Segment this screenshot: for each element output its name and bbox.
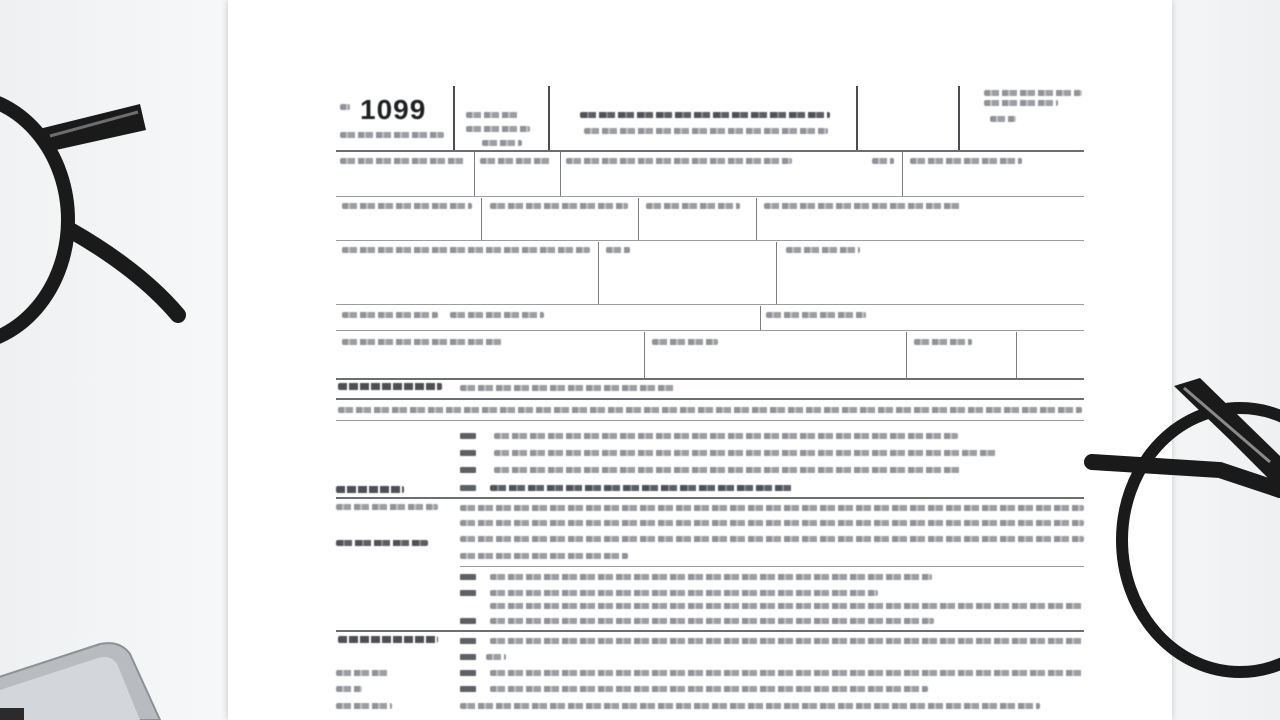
field-label [480, 158, 550, 164]
line-number [460, 450, 476, 456]
line-text [490, 485, 792, 491]
field-divider [902, 152, 903, 196]
form-rule [336, 240, 1084, 241]
field-label [342, 247, 590, 253]
form-rule [336, 150, 1084, 152]
line-text [490, 618, 934, 624]
field-label [566, 158, 792, 164]
form-rule [460, 566, 1084, 567]
line-text [494, 467, 962, 473]
header-divider [958, 86, 960, 150]
omb-year [482, 140, 522, 146]
field-label [910, 158, 1022, 164]
field-label [450, 312, 544, 318]
side-heading [336, 670, 388, 676]
header-divider [453, 86, 455, 150]
corner-label [984, 90, 1082, 96]
omb-number [466, 126, 530, 132]
field-label [652, 339, 718, 345]
line-number [460, 618, 476, 624]
field-label [340, 158, 466, 164]
line-number [460, 574, 476, 580]
field-divider [906, 332, 907, 378]
omb-label [466, 112, 518, 118]
field-label [342, 339, 502, 345]
field-label [764, 203, 962, 209]
line-number [460, 638, 476, 644]
form-title [580, 112, 830, 118]
field-label [342, 203, 472, 209]
line-text [490, 686, 928, 692]
line-text [460, 505, 1084, 511]
side-heading [336, 686, 362, 692]
line-text [490, 603, 1084, 609]
form-rule [336, 304, 1084, 305]
line-number [460, 654, 476, 660]
field-divider [560, 152, 561, 196]
left-eyeglasses [0, 90, 200, 370]
line-text [490, 638, 1084, 644]
calculator-corner [0, 640, 170, 720]
field-label [786, 247, 860, 253]
line-text [486, 654, 506, 660]
form-subtitle [340, 132, 444, 138]
line-number [460, 485, 476, 491]
field-divider [1016, 332, 1017, 378]
field-divider [760, 306, 761, 330]
line-text [494, 450, 998, 456]
field-label [646, 203, 740, 209]
line-number [460, 686, 476, 692]
line-text [460, 536, 1084, 542]
line-text [494, 433, 958, 439]
form-rule [336, 378, 1084, 380]
field-label [766, 312, 866, 318]
line-number [460, 590, 476, 596]
instruction-line [338, 407, 1082, 413]
section-heading-sub [460, 385, 674, 391]
field-label [606, 247, 630, 253]
field-divider [638, 198, 639, 240]
line-text [460, 703, 1040, 709]
side-heading [336, 540, 428, 546]
form-rule [336, 420, 1084, 421]
form-number: 1099 [360, 94, 427, 125]
corner-label [984, 100, 1058, 106]
form-rule [336, 196, 1084, 197]
field-divider [598, 242, 599, 304]
form-rule [336, 398, 1084, 400]
right-eyeglasses [1080, 370, 1280, 700]
field-label [342, 312, 438, 318]
line-text [460, 520, 1084, 526]
line-text [460, 553, 628, 559]
field-label [872, 158, 894, 164]
form-title-sub [584, 128, 828, 134]
field-divider [474, 152, 475, 196]
form-rule [336, 497, 1084, 499]
section-heading [338, 383, 442, 390]
line-text [490, 670, 1084, 676]
side-heading [336, 703, 392, 709]
side-heading [336, 486, 404, 493]
field-divider [756, 198, 757, 240]
line-number [460, 433, 476, 439]
header-divider [856, 86, 858, 150]
field-label [914, 339, 972, 345]
line-number [460, 467, 476, 473]
line-text [490, 590, 878, 596]
side-heading [338, 636, 438, 643]
field-divider [481, 198, 482, 240]
field-divider [776, 242, 777, 304]
field-label [490, 203, 628, 209]
side-heading [336, 504, 438, 510]
form-rule [336, 330, 1084, 331]
header-divider [548, 86, 550, 150]
field-divider [644, 332, 645, 378]
form-rule [336, 630, 1084, 632]
form-side-mark [340, 104, 350, 110]
line-number [460, 670, 476, 676]
line-text [490, 574, 932, 580]
corner-label [990, 116, 1016, 122]
